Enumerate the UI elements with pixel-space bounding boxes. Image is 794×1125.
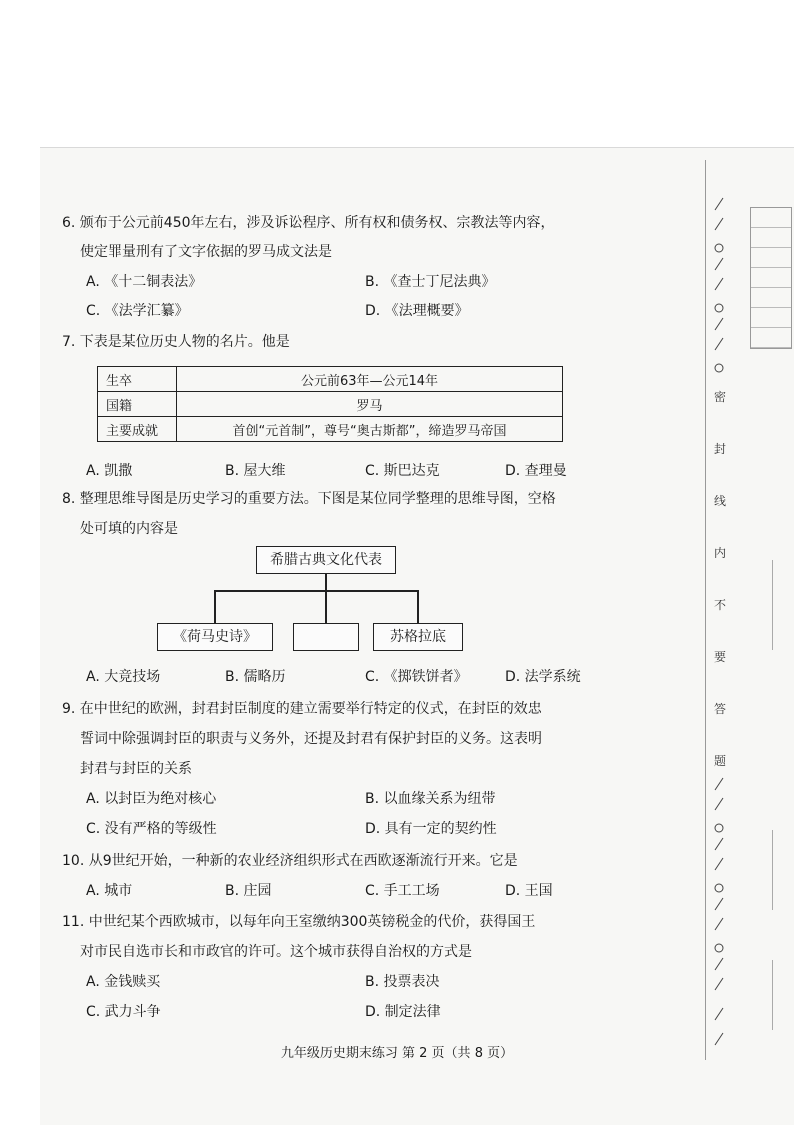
table-row <box>98 367 563 392</box>
mindmap-connector <box>325 573 327 590</box>
q9-option-d: D. 具有一定的契约性 <box>365 821 497 837</box>
card-key: 主要成就 <box>98 417 177 442</box>
q11-option-a: A. 金钱赎买 <box>86 974 161 990</box>
side-fill-line <box>772 560 773 650</box>
q6-option-a: A. 《十二铜表法》 <box>86 274 203 290</box>
q7-option-d: D. 查理曼 <box>505 463 567 479</box>
q8-option-a: A. 大竞技场 <box>86 669 161 685</box>
q9-stem-line3: 封君与封臣的关系 <box>80 761 192 777</box>
seat-number-grid <box>750 207 792 349</box>
q11-option-c: C. 武力斗争 <box>86 1004 161 1020</box>
card-key: 生卒 <box>98 367 177 392</box>
q11-option-d: D. 制定法律 <box>365 1004 441 1020</box>
q11-stem-line2: 对市民自选市长和市政官的许可。这个城市获得自治权的方式是 <box>80 944 472 960</box>
q9-stem-line1: 9. 在中世纪的欧洲，封君封臣制度的建立需要举行特定的仪式，在封臣的效忠 <box>62 701 542 717</box>
q8-option-d: D. 法学系统 <box>505 669 581 685</box>
q6-stem-line2: 使定罪量刑有了文字依据的罗马成文法是 <box>80 244 332 260</box>
q7-option-a: A. 凯撒 <box>86 463 133 479</box>
q8-option-b: B. 儒略历 <box>225 669 286 685</box>
q9-stem-line2: 誓词中除强调封臣的职责与义务外，还提及封君有保护封臣的义务。这表明 <box>80 731 542 747</box>
binding-dash-pattern <box>705 190 735 1060</box>
side-fill-line <box>772 960 773 1030</box>
q6-option-d: D. 《法理概要》 <box>365 303 469 319</box>
sheet-edge <box>40 147 794 148</box>
mindmap-connector <box>325 590 327 623</box>
mindmap-connector <box>214 590 418 592</box>
q7-option-c: C. 斯巴达克 <box>365 463 440 479</box>
q8-option-c: C. 《掷铁饼者》 <box>365 669 468 685</box>
q6-stem-line1: 6. 颁布于公元前450年左右，涉及诉讼程序、所有权和债务权、宗教法等内容， <box>62 215 555 231</box>
q11-option-b: B. 投票表决 <box>365 974 440 990</box>
q11-stem-line1: 11. 中世纪某个西欧城市，以每年向王室缴纳300英镑税金的代价，获得国王 <box>62 914 536 930</box>
q7-stem: 7. 下表是某位历史人物的名片。他是 <box>62 334 290 350</box>
q10-option-b: B. 庄园 <box>225 883 272 899</box>
binding-char: 不 <box>713 598 726 612</box>
q6-option-c: C. 《法学汇纂》 <box>86 303 189 319</box>
page-footer: 九年级历史期末练习 第 2 页（共 8 页） <box>280 1046 514 1061</box>
mindmap-root: 希腊古典文化代表 <box>256 546 396 574</box>
side-fill-line <box>772 830 773 910</box>
binding-margin <box>705 190 735 1060</box>
card-value: 公元前63年—公元14年 <box>177 367 563 392</box>
mindmap-connector <box>417 590 419 623</box>
q9-option-b: B. 以血缘关系为纽带 <box>365 791 496 807</box>
q10-option-c: C. 手工工场 <box>365 883 440 899</box>
binding-char: 密 <box>713 390 726 404</box>
table-row <box>98 417 563 442</box>
mindmap-right: 苏格拉底 <box>373 623 463 651</box>
q10-stem: 10. 从9世纪开始，一种新的农业经济组织形式在西欧逐渐流行开来。它是 <box>62 853 518 869</box>
q8-stem-line2: 处可填的内容是 <box>80 521 178 537</box>
person-card-table <box>97 366 563 442</box>
mindmap-connector <box>214 590 216 623</box>
binding-char: 要 <box>713 650 726 664</box>
table-row <box>98 392 563 417</box>
binding-char: 封 <box>713 442 726 456</box>
binding-char: 答 <box>713 702 726 716</box>
card-key: 国籍 <box>98 392 177 417</box>
binding-char: 线 <box>713 494 726 508</box>
q6-option-b: B. 《查士丁尼法典》 <box>365 274 496 290</box>
card-value: 罗马 <box>177 392 563 417</box>
q10-option-d: D. 王国 <box>505 883 553 899</box>
binding-char: 内 <box>713 546 726 560</box>
q9-option-a: A. 以封臣为绝对核心 <box>86 791 217 807</box>
q8-stem-line1: 8. 整理思维导图是历史学习的重要方法。下图是某位同学整理的思维导图，空格 <box>62 491 556 507</box>
q7-option-b: B. 屋大维 <box>225 463 286 479</box>
q10-option-a: A. 城市 <box>86 883 133 899</box>
q9-option-c: C. 没有严格的等级性 <box>86 821 217 837</box>
mindmap-left: 《荷马史诗》 <box>157 623 273 651</box>
binding-char: 题 <box>713 754 726 768</box>
card-value: 首创“元首制”，尊号“奥古斯都”，缔造罗马帝国 <box>177 417 563 442</box>
mindmap-blank <box>293 623 359 651</box>
